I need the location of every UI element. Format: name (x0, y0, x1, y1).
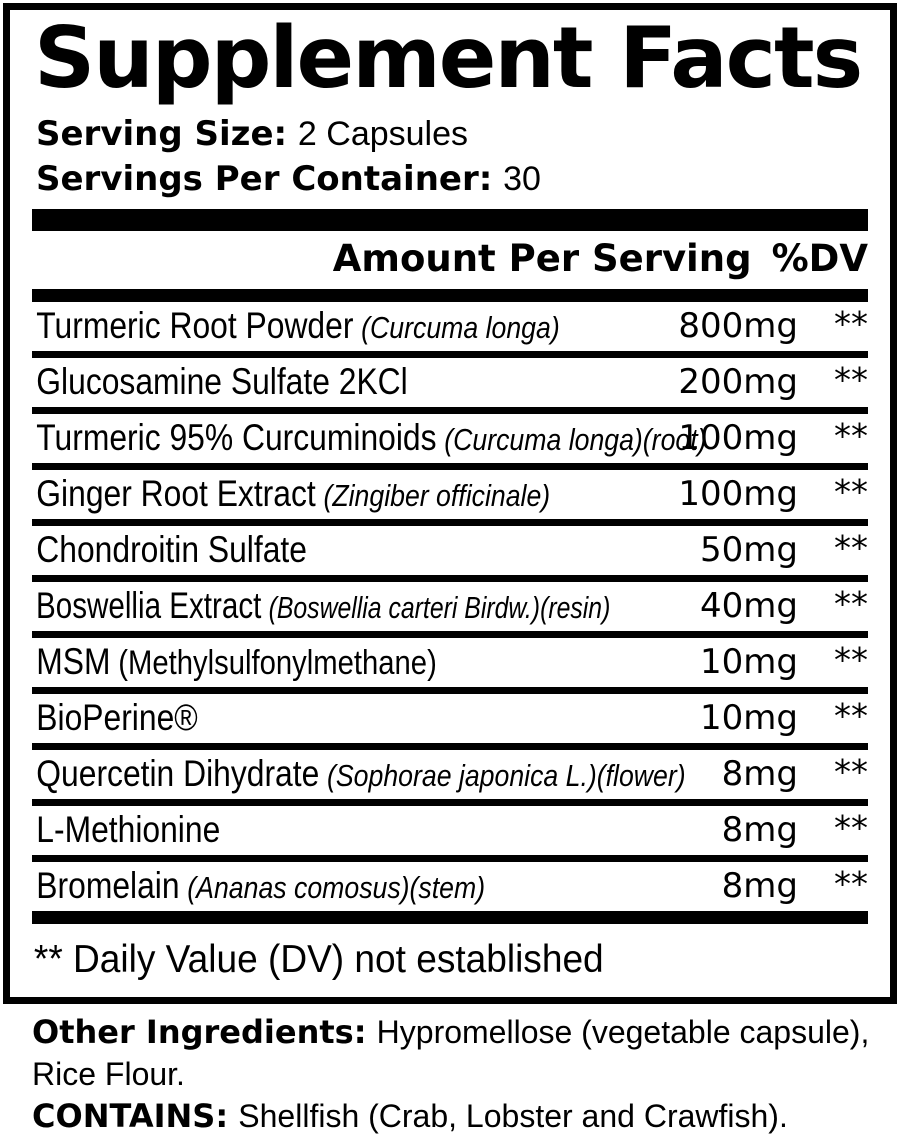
ingredient-amount: 8mg (721, 810, 798, 851)
ingredient-name-group (32, 417, 707, 459)
ingredient-botanical-name: (Curcuma longa)(root) (444, 422, 707, 458)
serving-size-value: 2 Capsules (297, 115, 469, 153)
ingredient-name: Boswellia Extract (36, 585, 262, 627)
ingredient-amount: 100mg (678, 418, 798, 459)
ingredient-row (32, 302, 868, 358)
ingredient-dv: ** (834, 640, 868, 681)
ingredient-name: Ginger Root Extract (36, 473, 316, 515)
ingredient-name-group (32, 753, 686, 795)
contains-line (32, 1096, 894, 1138)
contains-value: Shellfish (Crab, Lobster and Crawfish). (238, 1097, 788, 1134)
ingredient-name-group (32, 585, 610, 627)
ingredient-dv: ** (834, 360, 868, 401)
ingredient-row (32, 694, 868, 750)
ingredient-amount: 100mg (678, 474, 798, 515)
ingredient-name: MSM (36, 641, 111, 683)
other-ingredients-value: Hypromellose (vegetable capsule), Rice Flour. (32, 1014, 870, 1092)
ingredient-amount: 200mg (678, 362, 798, 403)
serving-size-label: Serving Size: (36, 114, 288, 154)
ingredient-botanical-name: (Sophorae japonica L.)(flower) (327, 758, 686, 794)
ingredient-name-group (32, 809, 220, 851)
facts-content (32, 9, 868, 982)
ingredient-amount: 10mg (700, 642, 798, 683)
ingredient-row (32, 862, 868, 911)
ingredient-row (32, 470, 868, 526)
ingredient-amount: 8mg (721, 866, 798, 907)
ingredient-row (32, 582, 868, 638)
servings-per-container-label: Servings Per Container: (36, 159, 493, 199)
ingredient-name: L-Methionine (36, 809, 221, 851)
ingredient-name-group (32, 305, 560, 347)
ingredient-name-group (32, 697, 198, 739)
supplement-facts-panel (3, 3, 897, 1004)
ingredient-row (32, 526, 868, 582)
amount-per-serving-header: Amount Per Serving (332, 237, 752, 280)
ingredient-row (32, 806, 868, 862)
ingredient-name: Bromelain (36, 865, 180, 907)
ingredient-name: Turmeric Root Powder (36, 305, 354, 347)
ingredient-row (32, 750, 868, 806)
ingredient-name-group (32, 529, 307, 571)
divider-below-header (32, 289, 868, 302)
ingredient-botanical-name: (Ananas comosus)(stem) (187, 870, 486, 906)
servings-per-container-line (36, 159, 864, 199)
ingredient-amount: 8mg (721, 754, 798, 795)
contains-label: CONTAINS: (32, 1096, 229, 1135)
page-title: Supplement Facts (34, 9, 862, 108)
ingredient-name-group (32, 473, 550, 515)
divider-thick-top (32, 209, 868, 231)
column-header-row (32, 231, 868, 289)
other-ingredients-section (32, 1012, 894, 1138)
ingredient-botanical-name: (Curcuma longa) (361, 310, 560, 346)
ingredient-name-group (32, 865, 485, 907)
other-ingredients-line (32, 1012, 894, 1096)
ingredient-amount: 40mg (700, 586, 798, 627)
ingredient-dv: ** (834, 304, 868, 345)
ingredient-name: Turmeric 95% Curcuminoids (36, 417, 437, 459)
ingredient-name: BioPerine® (36, 697, 198, 739)
ingredient-amount: 50mg (700, 530, 798, 571)
ingredient-amount: 800mg (678, 306, 798, 347)
ingredient-name-group (32, 641, 437, 683)
ingredient-name: Quercetin Dihydrate (36, 753, 320, 795)
ingredient-dv: ** (834, 696, 868, 737)
dv-footnote: ** Daily Value (DV) not established (33, 937, 604, 981)
ingredient-dv: ** (834, 864, 868, 905)
ingredient-name: Chondroitin Sulfate (36, 529, 307, 571)
ingredient-row (32, 414, 868, 470)
percent-dv-header: %DV (771, 237, 868, 280)
servings-per-container-value: 30 (503, 160, 541, 198)
ingredient-name-group (32, 361, 408, 403)
ingredient-botanical-name: (Zingiber officinale) (323, 478, 551, 514)
ingredient-dv: ** (834, 584, 868, 625)
serving-size-line (36, 114, 864, 154)
ingredient-dv: ** (834, 416, 868, 457)
ingredient-note: (Methylsulfonylmethane) (118, 644, 437, 683)
ingredient-name: Glucosamine Sulfate 2KCl (36, 361, 408, 403)
other-ingredients-label: Other Ingredients: (32, 1013, 367, 1051)
ingredient-dv: ** (834, 808, 868, 849)
ingredient-botanical-name: (Boswellia carteri Birdw.)(resin) (268, 590, 611, 626)
ingredient-row (32, 638, 868, 694)
divider-above-footnote (32, 911, 868, 924)
ingredient-row (32, 358, 868, 414)
ingredient-dv: ** (834, 472, 868, 513)
ingredient-table (32, 302, 868, 911)
ingredient-dv: ** (834, 752, 868, 793)
ingredient-amount: 10mg (700, 698, 798, 739)
ingredient-dv: ** (834, 528, 868, 569)
